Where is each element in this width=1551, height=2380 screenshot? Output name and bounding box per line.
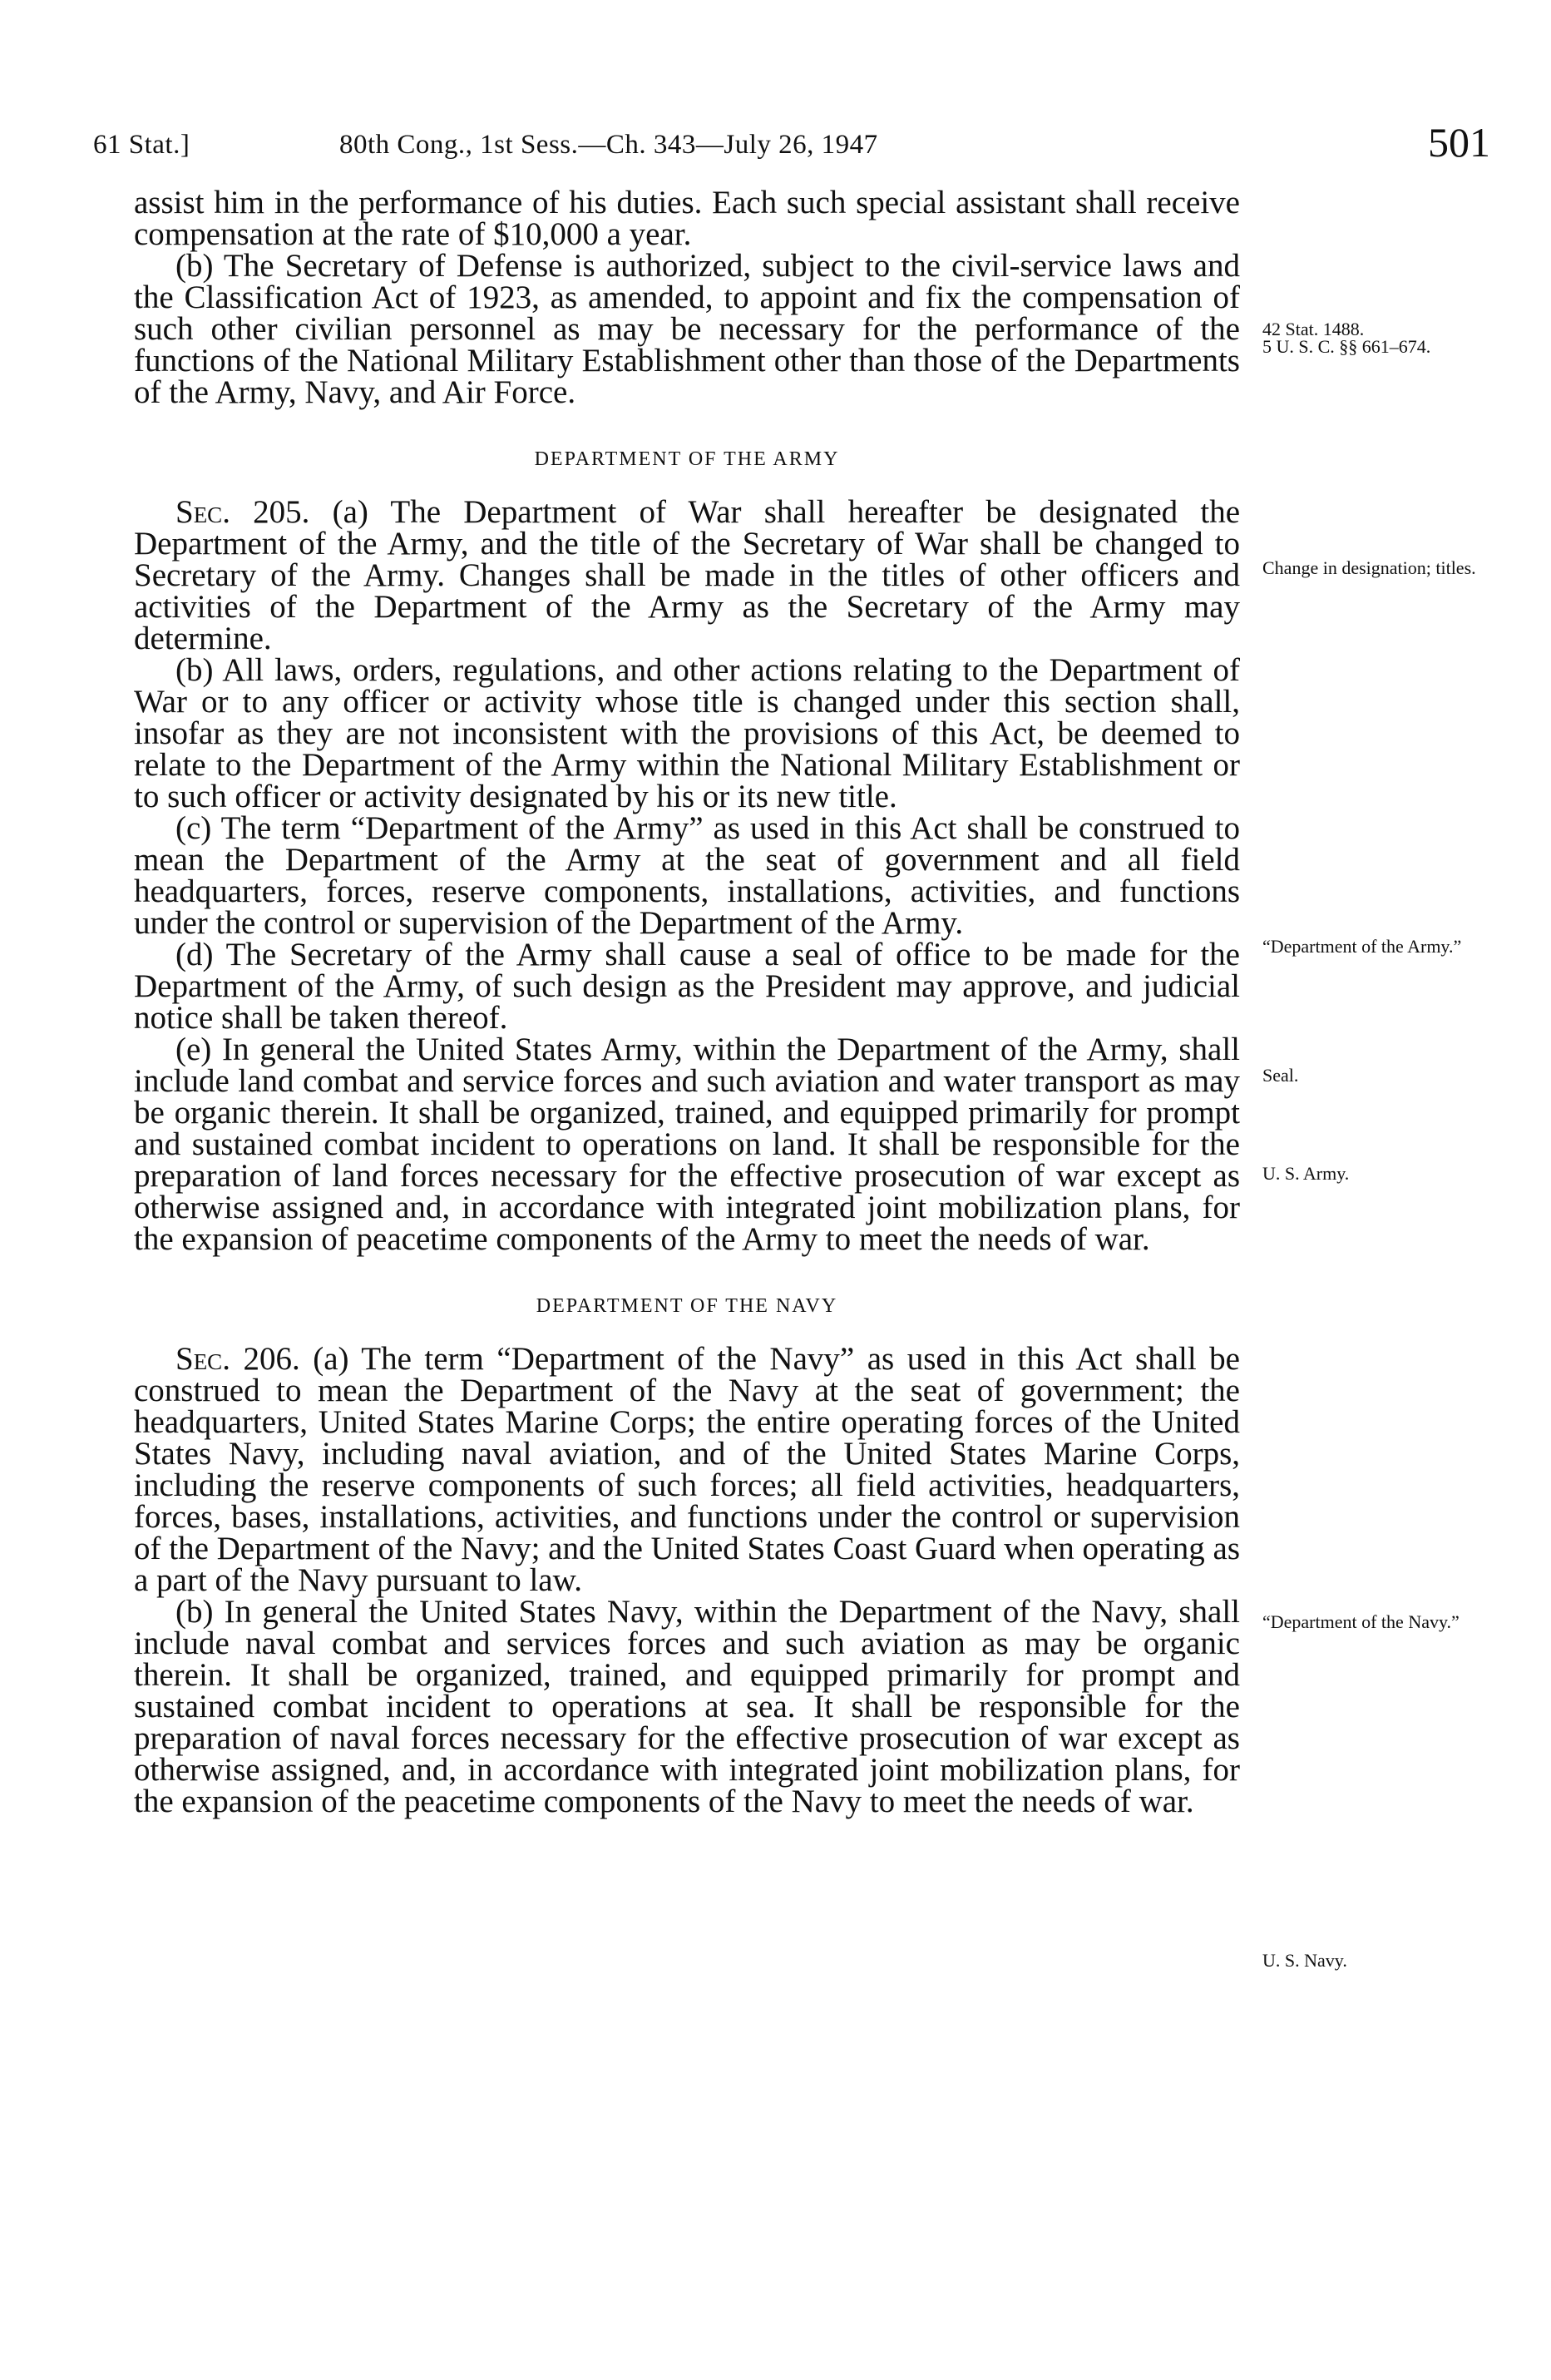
running-header: [93, 119, 1490, 175]
page-number: 501: [1428, 119, 1490, 166]
margin-note-usc-citation: 5 U. S. C. §§ 661–674.: [1262, 336, 1431, 357]
paragraph-205-b: (b) All laws, orders, regulations, and other actions relating to the Department of War or to any officer or activity whose title is changed under this section shall, insofar as they are not inconsistent with the provisions of this Act, be deemed to relate to the Department of the Army within the National Military Establishment or to such officer or activity designated by his or its new title.: [134, 652, 1240, 814]
paragraph-206-a: [134, 1343, 1240, 1596]
paragraph-206-a-text: (a) The term “Department of the Navy” as used in this Act shall be construed to mean the Department of the Navy at the seat of government; the headquarters, United States Marine Corps; the entire operating forces of the United States Navy, including naval aviation, and of the United States Marine Corps, including the reserve components of such forces; all field activities, headquarters, forces, bases, installations, activities, and functions under the control or supervision of the Department of the Navy; and the United States Coast Guard when operating as a part of the Navy pursuant to law.: [134, 1341, 1240, 1598]
margin-note-seal: Seal.: [1262, 1065, 1299, 1086]
paragraph-204-b: (b) The Secretary of Defense is authorized, subject to the civil-service laws and the Classification Act of 1923, as amended, to appoint and fix the compensation of such other civilian personnel as may be necessary for the performance of the functions of the National Military Establishment other than those of the Departments of the Army, Navy, and Air Force.: [134, 248, 1240, 410]
paragraph-205-a: [134, 494, 1241, 656]
paragraph-continuation: assist him in the performance of his duties. Each such special assistant shall receive compensation at the rate of $10,000 a year.: [134, 185, 1240, 252]
margin-note-change-designation: Change in designation; titles.: [1262, 557, 1476, 578]
paragraph-205-d: (d) The Secretary of the Army shall cause a seal of office to be made for the Department of the Army, of such design as the President may approve, and judicial notice shall be taken thereof.: [134, 937, 1240, 1036]
margin-note-department-of-the-navy: “Department of the Navy.”: [1262, 1611, 1460, 1632]
paragraph-205-e: (e) In general the United States Army, within the Department of the Army, shall include land combat and service forces and such aviation and water transport as may be organic therein. It shall be organized, trained, and equipped primarily for prompt and sustained combat incident to operations on land. It shall be responsible for the preparation of land forces necessary for the effective prosecution of war except as otherwise assigned and, in accordance with integrated joint mobilization plans, for the expansion of peacetime components of the Army to meet the needs of war.: [134, 1032, 1240, 1257]
margin-note-us-navy: U. S. Navy.: [1262, 1950, 1347, 1971]
paragraph-206-b: (b) In general the United States Navy, within the Department of the Navy, shall include naval combat and services forces and such aviation as may be organic therein. It shall be organized, trained, and equipped primarily for prompt and sustained combat incident to operations at sea. It shall be responsible for the preparation of naval forces necessary for the effective prosecution of war except as otherwise assigned, and, in accordance with integrated joint mobilization plans, for the expansion of the peacetime components of the Navy to meet the needs of war.: [134, 1594, 1240, 1819]
paragraph-205-c: (c) The term “Department of the Army” as used in this Act shall be construed to mean the Department of the Army at the seat of government and all field headquarters, forces, reserve components, installations, activities, and functions under the control or supervision of the Department of the Army.: [134, 810, 1240, 941]
main-text-column: [134, 187, 1240, 1818]
heading-department-of-the-army: DEPARTMENT OF THE ARMY: [534, 448, 840, 470]
section-label-205: Sec. 205.: [175, 494, 310, 530]
section-label-206: Sec. 206.: [175, 1341, 300, 1377]
margin-note-stat-citation: 42 Stat. 1488.: [1262, 319, 1365, 339]
margin-note-department-of-the-army: “Department of the Army.”: [1262, 936, 1462, 957]
paragraph-205-a-text: (a) The Department of War shall hereafter be designated the Department of the Army, and the title of the Secretary of War shall be changed to Secretary of the Army. Changes shall be made in the titles of other officers and activities of the Department of the Army as the Secretary of the Army may determine.: [134, 494, 1241, 656]
margin-note-us-army: U. S. Army.: [1262, 1163, 1350, 1184]
session-chapter-date: 80th Cong., 1st Sess.—Ch. 343—July 26, 1947: [339, 130, 878, 160]
heading-department-of-the-navy: DEPARTMENT OF THE NAVY: [536, 1295, 838, 1317]
statute-reference: 61 Stat.]: [93, 130, 190, 160]
margin-note-citation: [1262, 320, 1512, 355]
